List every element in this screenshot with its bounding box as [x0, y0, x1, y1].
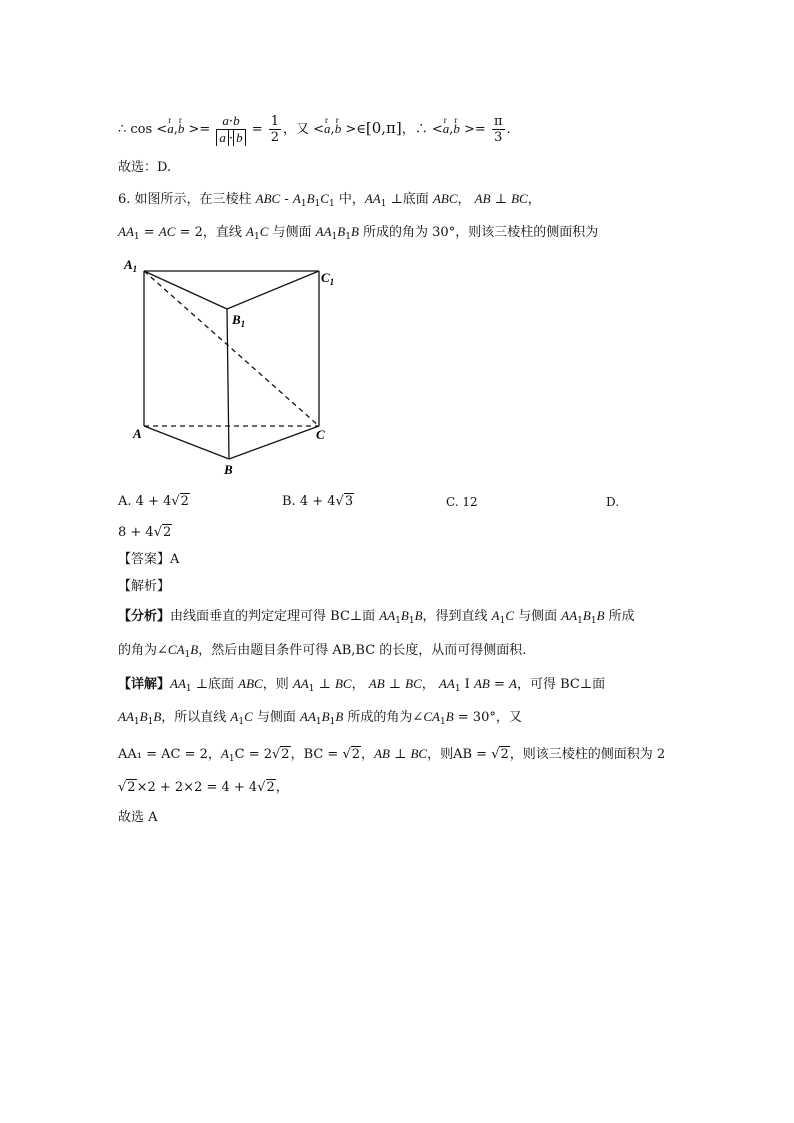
label-C: C — [316, 427, 325, 442]
fraction-pi-third: $\frac{\pi}{3}$ — [493, 114, 503, 145]
xiangjie-line3: AA₁ = AC = 2，$A_1C = 2√2$，BC = √2，AB ⊥ BC，则AB = √2，则该三棱柱的侧面积为 2 — [118, 746, 666, 764]
fenxi-line2: 的角为$\angle CA_1B$，然后由题目条件可得 AB,BC 的长度，从而可得侧面积. — [118, 642, 527, 660]
edge-AB — [144, 426, 229, 459]
option-c[interactable]: C. 12 — [446, 495, 478, 509]
question-6-line1: 6. 如图所示，在三棱柱 ABC - $A_1B_1C_1$ 中，$AA_1$ ⊥底面 ABC， AB ⊥ BC， — [118, 191, 541, 209]
label-B1: $B_1$ — [232, 312, 246, 329]
fraction-dot-product: $\frac{a\cdot b}{a \cdot b}$ — [216, 113, 245, 146]
answer-line-prev: 故选：D. — [118, 160, 172, 175]
edge-BC — [229, 426, 319, 459]
edge-BB1 — [227, 309, 229, 459]
label-A: A — [133, 426, 142, 441]
analysis-heading: 【解析】 — [118, 579, 171, 594]
label-B: B — [224, 462, 233, 477]
xiangjie-line2: $AA_1B_1B$，所以直线 $A_1C$ 与侧面 $AA_1B_1B$ 所成的角为$\angle CA_1B = 30^\circ$，又 — [118, 709, 522, 727]
label-A1: $A_1$ — [124, 257, 138, 274]
final-answer: 故选 A — [118, 810, 158, 825]
label-C1: $C_1$ — [321, 270, 335, 287]
formula-cos-line: ∴ cos <r a,r b >= $\frac{a\cdot b}{a \cdot b}$ = $\frac{1}{2}$ ，又 <r a,r b >∈[0,π]，∴ <r a,r b >= $\frac{\pi}{3}$ . — [118, 110, 511, 146]
diagonal-A1C-dashed — [144, 271, 319, 426]
edge-A1B1 — [144, 271, 227, 309]
answer-heading: 【答案】A — [118, 552, 180, 567]
option-d-value: 8 + 4√2 — [118, 525, 172, 540]
option-d[interactable]: D. — [606, 495, 620, 509]
fraction-half: $\frac{1}{2}$ — [270, 114, 280, 145]
option-a[interactable]: A. 4 + 4√2 — [118, 494, 189, 509]
fenxi-line1: 【分析】由线面垂直的判定定理可得 BC⊥面 $AA_1B_1B$，得到直线 $A_1C$ 与侧面 $AA_1B_1B$ 所成 — [118, 608, 635, 626]
edge-B1C1 — [227, 271, 319, 309]
xiangjie-line1: 【详解】$AA_1$ ⊥底面 ABC，则 $AA_1$ ⊥ BC， AB ⊥ BC， $AA_1$ I AB = A，可得 BC⊥面 — [118, 676, 606, 694]
prism-figure — [118, 255, 338, 480]
xiangjie-line4: √2×2 + 2×2 = 4 + 4√2， — [118, 780, 289, 795]
question-6-line2: $AA_1$ = AC = 2，直线 $A_1C$ 与侧面 $AA_1B_1B$ 所成的角为 30°，则该三棱柱的侧面积为 — [118, 224, 599, 242]
option-b[interactable]: B. 4 + 4√3 — [282, 494, 354, 509]
